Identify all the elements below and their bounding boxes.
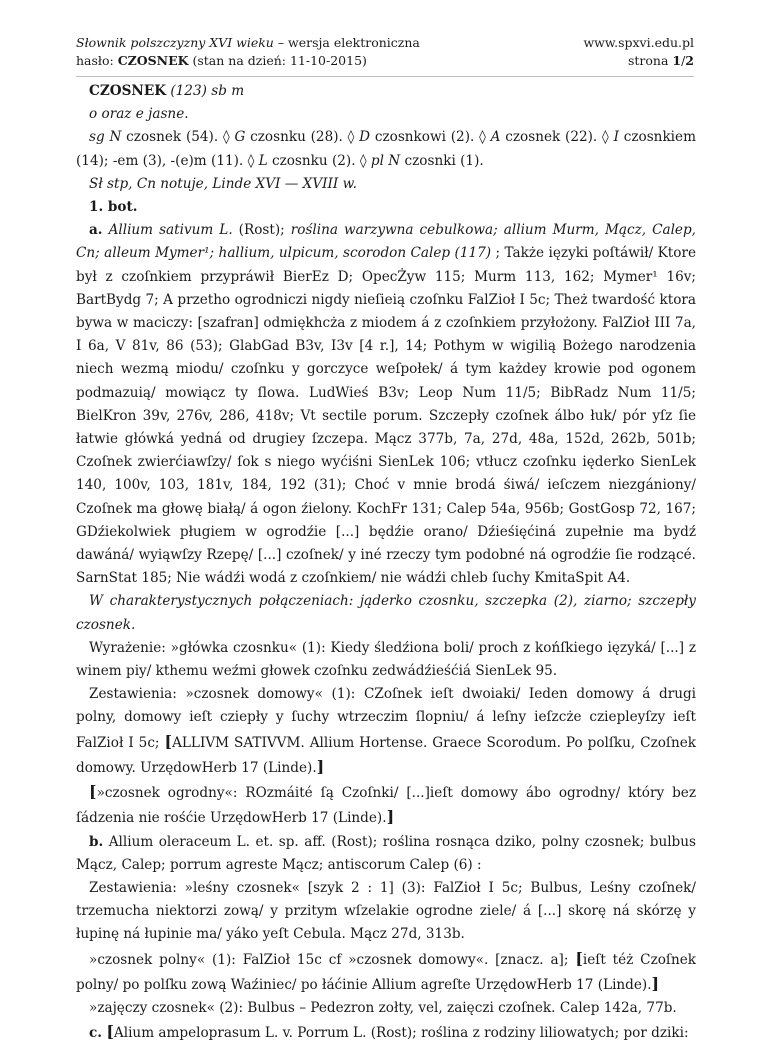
entry-body xyxy=(76,80,696,1045)
site-url[interactable]: www.spxvi.edu.pl xyxy=(583,35,694,50)
inflection: sg N czosnek (54). ◊ G czosnku (28). ◊ D czosnkowi (2). ◊ A czosnek (22). ◊ I czosnkiem (14); -em (3), -(e)m (11). ◊ L czosnku (2). ◊ pl N czosnki (1). xyxy=(76,129,696,169)
sources-note: Sł stp, Cn notuje, Linde XVI — XVIII w. xyxy=(89,175,357,192)
pronunciation-note: o oraz e jasne. xyxy=(89,106,189,123)
sense-1: 1. bot. xyxy=(89,199,138,216)
page-header-right xyxy=(583,34,694,70)
haslo-line: hasło: CZOSNEK (stan na dzień: 11-10-2015) xyxy=(76,53,367,68)
dictionary-title-line: Słownik polszczyzny XVI wieku – wersja elektroniczna xyxy=(76,35,420,50)
haslo-word: CZOSNEK xyxy=(117,53,189,68)
sense-1c: c. [Alium ampeloprasum L. v. Porrum L. (Rost); roślina z rodziny liliowatych; por dziki: xyxy=(89,1022,689,1042)
header-divider xyxy=(76,76,694,77)
compounds-1: Zestawienia: »czosnek domowy« (1): CZoſnek ieſt dwoiaki/ Ieden domowy á drugi polny, domowy ieſt cziepły y ſuchy wtrzeczim ſlopniu/ á leſny ieſzcże cziepleyſzy ieſt FalZioł I 5c; [ALLIVM SATIVVM. Allium Hortense. Graece Scorodum. Po polſku, Czoſnek domowy. UrzędowHerb 17 (Linde).] xyxy=(76,686,697,776)
compounds-3: Zestawienia: »leśny czosnek« [szyk 2 : 1] (3): FalZioł I 5c; Bulbus, Leśny czoſnek/ trzemucha niektorzi zową/ y przitym wſzelakie ogrodne ziele/ á [...] skorę ná skórzę y łupinę ná łupinie ma/ yáko yeſt Cebula. Mącz 27d, 313b. xyxy=(76,879,696,943)
characteristic-collocations: W charakterystycznych połączeniach: jąderko czosnku, szczepka (2), ziarno; szczepły czosnek. xyxy=(76,593,696,633)
expression: Wyrażenie: »główka czosnku« (1): Kiedy śledźiona boli/ proch z końſkiego ięzyká/ [...] z winem piy/ kthemu weźmi głowek czoſnku zedwádźieśćiá SienLek 95. xyxy=(76,639,696,680)
entry-headline: CZOSNEK (123) sb m xyxy=(89,83,245,99)
page-header-left xyxy=(76,34,420,70)
headword: CZOSNEK xyxy=(89,83,167,99)
compounds-4: »czosnek polny« (1): FalZioł 15c cf »czosnek domowy«. [znacz. a]; [ieſt téż Czoſnek polny/ po polſku zową Waźiniec/ po łáćinie Allium agreſte UrzędowHerb 17 (Linde).] xyxy=(76,948,696,993)
compounds-2: [»czosnek ogrodny«: ROzmáité ſą Czoſnki/ [...]ieſt domowy ábo ogrodny/ który bez ſádzenia nie rośćie UrzędowHerb 17 (Linde).] xyxy=(76,782,696,827)
sense-1b: b. Allium oleraceum L. et. sp. aff. (Rost); roślina rosnąca dziko, polny czosnek; bulbus Mącz, Calep; porrum agreste Mącz; antiscorum Calep (6) : xyxy=(76,833,696,873)
compounds-5: »zajęczy czosnek« (2): Bulbus – Pedezron zołty, vel, zaięczi czoſnek. Calep 142a, 77b. xyxy=(89,999,677,1016)
page-indicator: strona 1/2 xyxy=(627,53,694,68)
sense-1a: a. Allium sativum L. (Rost); roślina warzywna cebulkowa; allium Murm, Mącz, Calep, Cn; alleum Mymer¹; hallium, ulpicum, scorodon Calep (117) ; Także ięzyki poſtáwił/ Ktore był z czoſnkiem przypráwił BierEz D; OpecŻyw 115; Murm 113, 162; Mymer¹ 16v; BartBydg 7; A przetho ogrodniczi nigdy nieſieią czoſnku FalZioł I 5c; Theż twardość ktora bywa w maciczy: [szafran] odmiękhcża z miodem á z czoſnkiem przyłożony. FalZioł III 7a, I 6a, V 81v, 86 (53); GlabGad B3v, I3v [4 r.], 14; Pothym w wigilią Bożego narodzenia niech wezmą miodu/ czoſnku y gorczyce weſpołek/ á tym każdey krowie pod ogonem podmazuią/ mowiącz ty ſlowa. LudWieś B3v; Leop Num 11/5; BibRadz Num 11/5; BielKron 39v, 276v, 286, 418v; Vt sectile porum. Szczepły czoſnek álbo łuk/ pór yſz ſie łatwie główká yedná od drugiey ſzczepa. Mącz 377b, 7a, 27d, 48a, 152d, 262b, 501b; Czoſnek zwierćiawſzy/ ſok s niego wyćiśni SienLek 106; vtłucz czoſnku ięderko SienLek 140, 100v, 103, 181v, 184, 192 (31); Choć v mnie brodá śiwá/ ieſczem niezgániony/ Czoſnek ma głowę białą/ á ogon źielony. KochFr 131; Calep 54a, 956b; GostGosp 72, 167; GDźiekolwiek pługiem w ogrodźie [...] będźie orano/ Dźieśięćiná zupełnie ma bydź dawáná/ wyiąwſzy Rzepę/ [...] czoſnek/ y iné rzeczy tym podobné ná ogrodźie ſie rodzącé. SarnStat 185; Nie wádźi wodá z czoſnkiem/ nie wádźi chleb ſuchy KmitaSpit A4. xyxy=(76,222,697,587)
dictionary-title: Słownik polszczyzny XVI wieku xyxy=(76,35,274,50)
